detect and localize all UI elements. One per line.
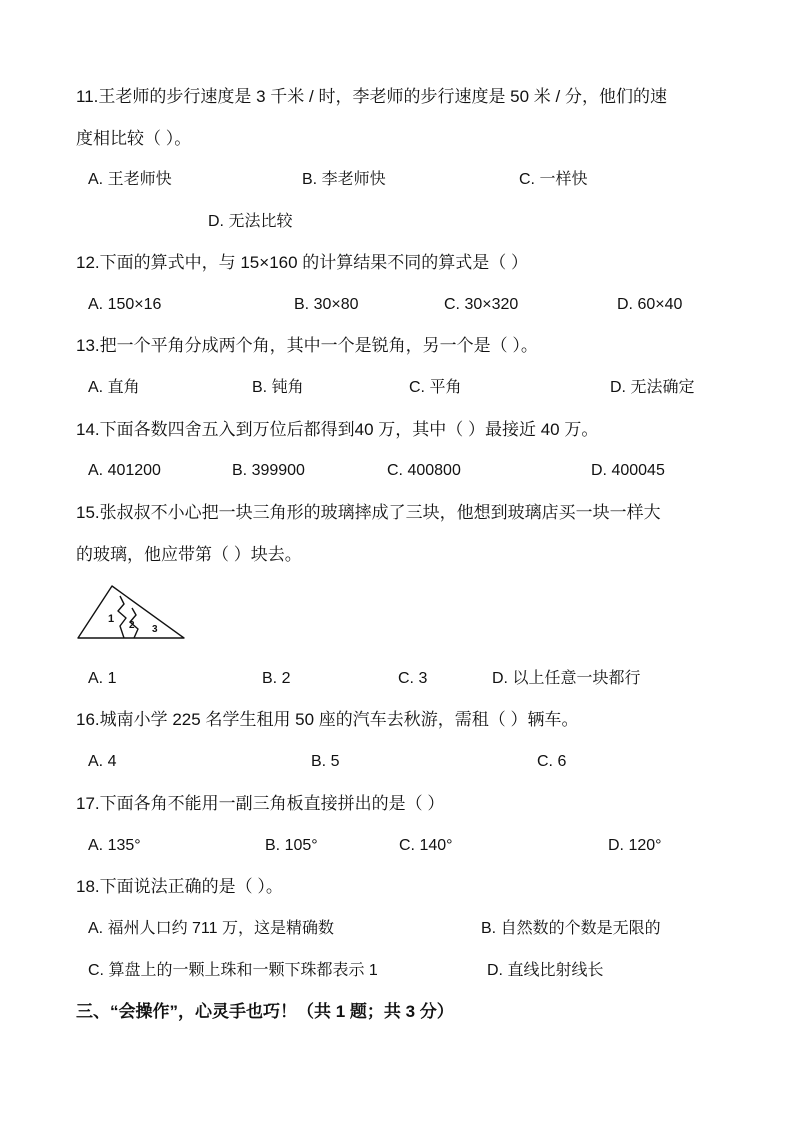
question-15-option-b[interactable]: B. 2 [262, 670, 291, 687]
broken-glass-triangle-figure [74, 584, 194, 644]
question-17-option-c[interactable]: C. 140° [399, 837, 453, 854]
question-11-line-2: 度相比较（ ）。 [76, 129, 192, 148]
figure-label-2: 2 [129, 620, 135, 631]
question-15-option-a[interactable]: A. 1 [88, 670, 117, 687]
question-16-option-c[interactable]: C. 6 [537, 753, 567, 770]
question-14-option-d[interactable]: D. 400045 [591, 462, 665, 479]
question-11-option-b[interactable]: B. 李老师快 [302, 171, 386, 188]
section-three-heading: 三、“会操作”，心灵手也巧！（共 1 题；共 3 分） [76, 1002, 454, 1021]
question-11-line-1: 11.王老师的步行速度是 3 千米 / 时，李老师的步行速度是 50 米 / 分，他们的速 [76, 87, 667, 106]
question-16-line-1: 16.城南小学 225 名学生租用 50 座的汽车去秋游，需租（ ）辆车。 [76, 710, 579, 729]
question-18-option-b[interactable]: B. 自然数的个数是无限的 [481, 920, 661, 937]
question-17-option-b[interactable]: B. 105° [265, 837, 318, 854]
question-12-option-d[interactable]: D. 60×40 [617, 296, 683, 313]
question-16-option-a[interactable]: A. 4 [88, 753, 117, 770]
figure-label-1: 1 [108, 613, 115, 625]
question-12-option-b[interactable]: B. 30×80 [294, 296, 359, 313]
question-12-line-1: 12.下面的算式中，与 15×160 的计算结果不同的算式是（ ） [76, 253, 529, 272]
figure-label-3: 3 [152, 624, 158, 635]
question-12-option-c[interactable]: C. 30×320 [444, 296, 519, 313]
question-17-option-d[interactable]: D. 120° [608, 837, 662, 854]
question-13-line-1: 13.把一个平角分成两个角，其中一个是锐角，另一个是（ ）。 [76, 336, 538, 355]
question-15-line-1: 15.张叔叔不小心把一块三角形的玻璃摔成了三块，他想到玻璃店买一块一样大 [76, 503, 661, 522]
question-18-option-c[interactable]: C. 算盘上的一颗上珠和一颗下珠都表示 1 [88, 962, 378, 979]
question-14-option-c[interactable]: C. 400800 [387, 462, 461, 479]
question-17-option-a[interactable]: A. 135° [88, 837, 141, 854]
question-11-option-a[interactable]: A. 王老师快 [88, 171, 172, 188]
question-15-option-c[interactable]: C. 3 [398, 670, 428, 687]
question-14-line-1: 14.下面各数四舍五入到万位后都得到40 万，其中（ ）最接近 40 万。 [76, 420, 599, 439]
question-14-option-b[interactable]: B. 399900 [232, 462, 305, 479]
question-12-option-a[interactable]: A. 150×16 [88, 296, 162, 313]
question-14-option-a[interactable]: A. 401200 [88, 462, 161, 479]
question-18-line-1: 18.下面说法正确的是（ ）。 [76, 877, 283, 896]
question-13-option-b[interactable]: B. 钝角 [252, 379, 304, 396]
question-15-line-2: 的玻璃，他应带第（ ）块去。 [76, 545, 302, 564]
question-11-option-c[interactable]: C. 一样快 [519, 171, 588, 188]
question-18-option-d[interactable]: D. 直线比射线长 [487, 962, 604, 979]
question-15-option-d[interactable]: D. 以上任意一块都行 [492, 670, 641, 687]
question-18-option-a[interactable]: A. 福州人口约 711 万，这是精确数 [88, 920, 334, 937]
question-13-option-a[interactable]: A. 直角 [88, 379, 140, 396]
question-17-line-1: 17.下面各角不能用一副三角板直接拼出的是（ ） [76, 794, 445, 813]
question-13-option-c[interactable]: C. 平角 [409, 379, 462, 396]
question-11-option-d[interactable]: D. 无法比较 [208, 213, 293, 230]
question-13-option-d[interactable]: D. 无法确定 [610, 379, 695, 396]
question-16-option-b[interactable]: B. 5 [311, 753, 340, 770]
